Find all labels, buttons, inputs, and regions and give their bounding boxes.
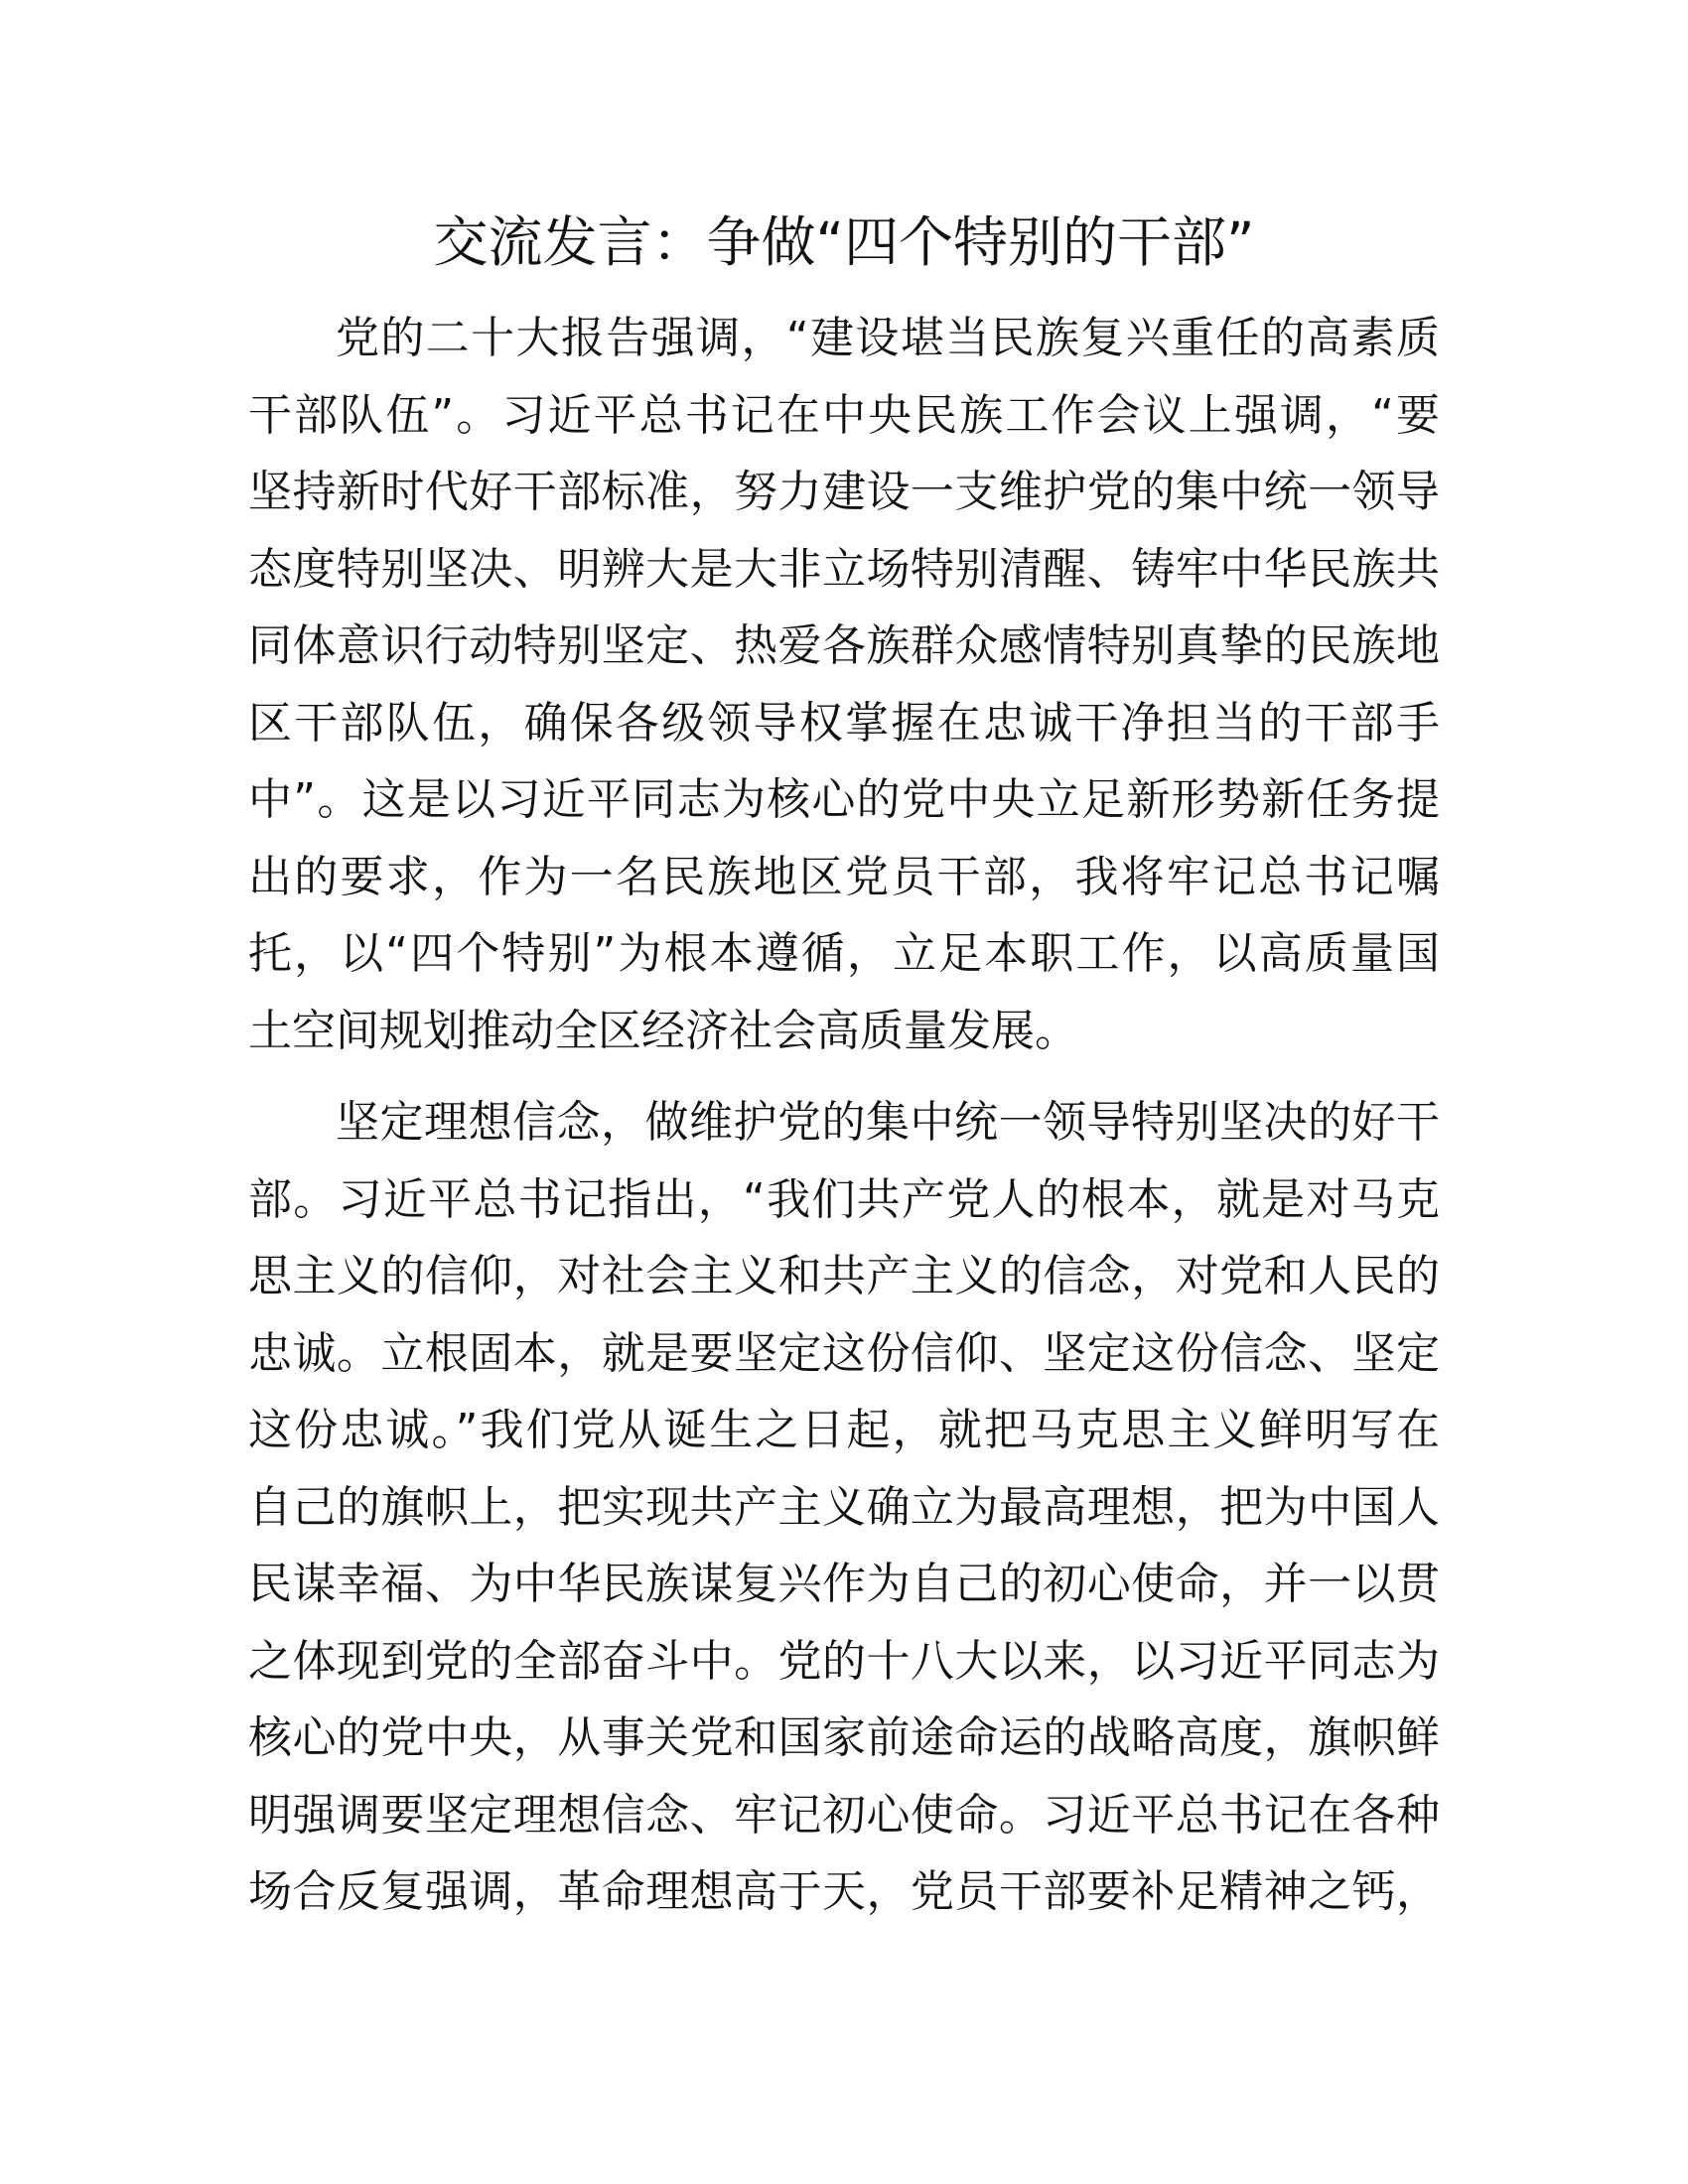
- paragraph-line: 核心的党中央，从事关党和国家前途命运的战略高度，旗帜鲜: [248, 1712, 1440, 1763]
- paragraph-line: 自己的旗帜上，把实现共产主义确立为最高理想，把为中国人: [248, 1481, 1440, 1533]
- paragraph-line: 坚定理想信念，做维护党的集中统一领导特别坚决的好干: [336, 1097, 1440, 1148]
- document-title: 交流发言：争做“四个特别的干部”: [433, 210, 1255, 274]
- paragraph-line: 忠诚。立根固本，就是要坚定这份信仰、坚定这份信念、坚定: [248, 1327, 1440, 1379]
- paragraph-line: 托，以“四个特别”为根本遵循，立足本职工作，以高质量国: [248, 928, 1440, 979]
- paragraph-line: 党的二十大报告强调，“建设堪当民族复兴重任的高素质: [336, 313, 1440, 363]
- paragraph-1: [248, 300, 1440, 1069]
- paragraph-line: 态度特别坚决、明辨大是大非立场特别清醒、铸牢中华民族共: [248, 543, 1440, 595]
- paragraph-line: 明强调要坚定理想信念、牢记初心使命。习近平总书记在各种: [248, 1789, 1440, 1841]
- paragraph-line: 坚持新时代好干部标准，努力建设一支维护党的集中统一领导: [248, 467, 1440, 517]
- paragraph-line: 部。习近平总书记指出，“我们共产党人的根本，就是对马克: [248, 1173, 1440, 1225]
- paragraph-line: 区干部队伍，确保各级领导权掌握在忠诚干净担当的干部手: [248, 697, 1440, 749]
- paragraph-line: 思主义的信仰，对社会主义和共产主义的信念，对党和人民的: [248, 1251, 1440, 1301]
- paragraph-2: [248, 1084, 1440, 1931]
- paragraph-line: 土空间规划推动全区经济社会高质量发展。: [248, 1005, 1078, 1056]
- paragraph-line: 场合反复强调，革命理想高于天，党员干部要补足精神之钙，: [248, 1866, 1440, 1917]
- paragraph-line: 之体现到党的全部奋斗中。党的十八大以来，以习近平同志为: [248, 1635, 1440, 1687]
- paragraph-line: 这份忠诚。”我们党从诞生之日起，就把马克思主义鲜明写在: [248, 1405, 1440, 1455]
- paragraph-line: 出的要求，作为一名民族地区党员干部，我将牢记总书记嘱: [248, 851, 1440, 902]
- paragraph-line: 干部队伍”。习近平总书记在中央民族工作会议上强调，“要: [248, 389, 1440, 441]
- paragraph-line: 民谋幸福、为中华民族谋复兴作为自己的初心使命，并一以贯: [248, 1559, 1440, 1609]
- paragraph-line: 同体意识行动特别坚定、热爱各族群众感情特别真挚的民族地: [248, 620, 1440, 671]
- paragraph-line: 中”。这是以习近平同志为核心的党中央立足新形势新任务提: [248, 774, 1440, 825]
